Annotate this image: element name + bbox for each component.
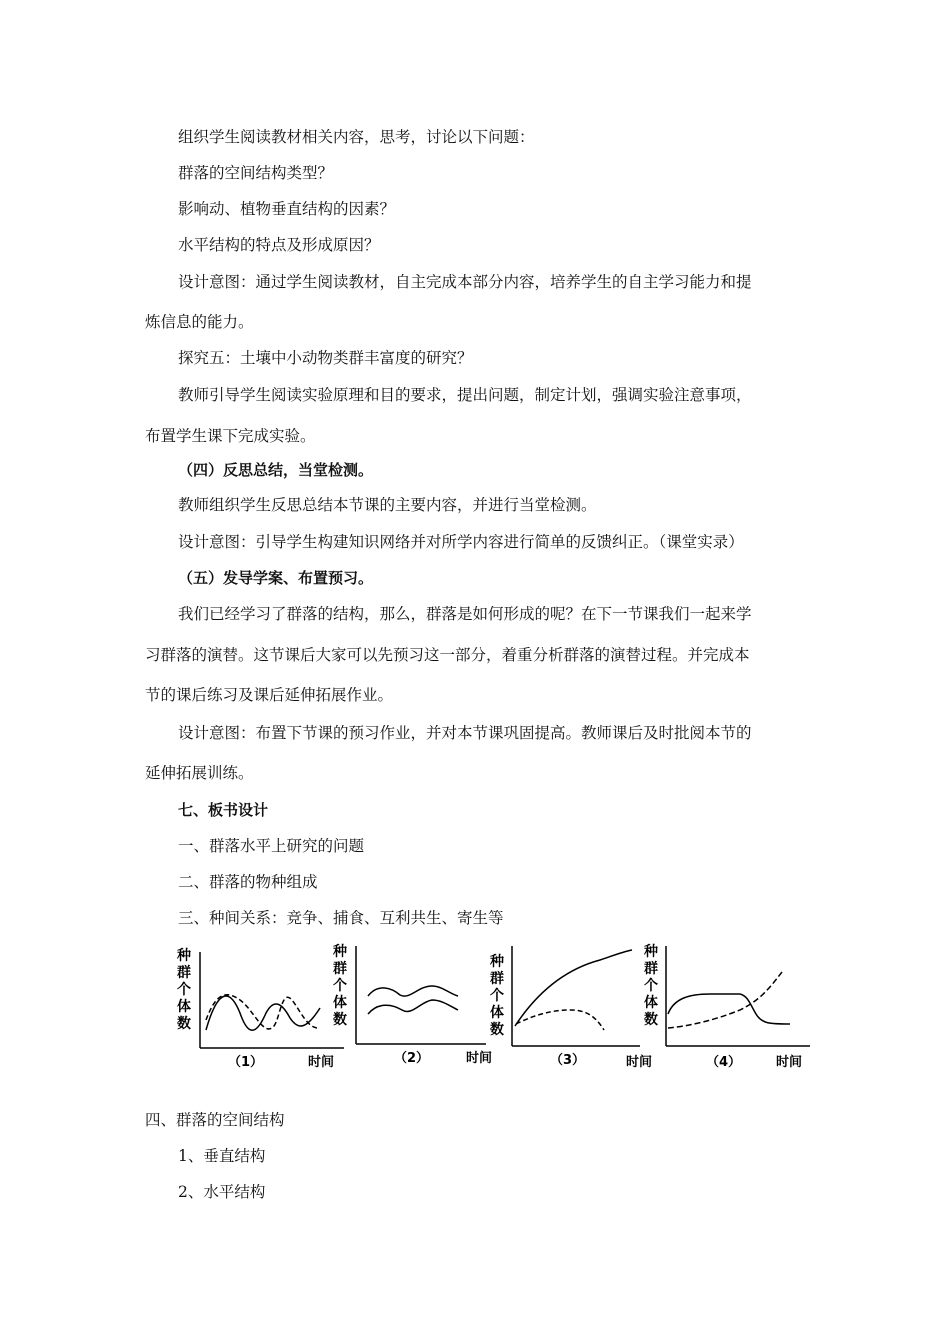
paragraph-15: 习群落的演替。这节课后大家可以先预习这一部分，着重分析群落的演替过程。并完成本 (145, 646, 750, 664)
panel-2-ylabel-1: 群 (333, 961, 347, 977)
panel-4-solid-curve (668, 994, 790, 1024)
paragraph-16: 节的课后练习及课后延伸拓展作业。 (145, 686, 394, 704)
panel-1-ylabel-4: 数 (177, 1016, 191, 1032)
panel-4-ylabel-3: 体 (644, 995, 658, 1011)
panel-3-caption: （3） (550, 1053, 586, 1068)
paragraph-11: 教师组织学生反思总结本节课的主要内容，并进行当堂检测。 (178, 496, 597, 514)
paragraph-7: 探究五：土壤中小动物类群丰富度的研究？ (178, 349, 473, 367)
panel-1 (176, 947, 344, 1070)
panel-1-ylabel-1: 群 (177, 965, 191, 981)
paragraph-2: 群落的空间结构类型？ (178, 164, 334, 182)
panel-2-ylabel-0: 种 (333, 944, 347, 960)
panel-3-ylabel-1: 群 (490, 971, 504, 987)
paragraph-18: 延伸拓展训练。 (145, 764, 254, 782)
paragraph-4: 水平结构的特点及形成原因？ (178, 236, 380, 254)
panel-1-ylabel-3: 体 (177, 999, 191, 1015)
paragraph-8: 教师引导学生阅读实验原理和目的要求，提出问题，制定计划，强调实验注意事项， (178, 386, 752, 404)
spatial-item-vertical: 1、垂直结构 (178, 1147, 266, 1165)
paragraph-1: 组织学生阅读教材相关内容，思考，讨论以下问题： (178, 128, 535, 146)
paragraph-3: 影响动、植物垂直结构的因素？ (178, 200, 396, 218)
panel-3-ylabel-2: 个 (490, 988, 504, 1004)
panel-2-ylabel-2: 个 (333, 978, 347, 994)
panel-4-ylabel-4: 数 (644, 1012, 658, 1028)
panel-4-ylabel-1: 群 (644, 961, 658, 977)
panel-3-solid-curve (515, 950, 632, 1026)
panel-4-ylabel-2: 个 (644, 978, 658, 994)
panel-1-xlabel: 时间 (308, 1055, 335, 1070)
paragraph-9: 布置学生课下完成实验。 (145, 427, 316, 445)
panel-2-ylabel-4: 数 (333, 1012, 347, 1028)
panel-1-caption: （1） (228, 1055, 264, 1070)
board-item-2: 二、群落的物种组成 (178, 873, 318, 891)
panel-4-caption: （4） (706, 1055, 742, 1070)
panel-1-dashed-curve (206, 995, 320, 1029)
section-heading-board: 七、板书设计 (178, 801, 269, 819)
paragraph-5: 设计意图：通过学生阅读教材，自主完成本部分内容，培养学生的自主学习能力和提 (178, 273, 752, 291)
panel-2 (332, 943, 492, 1066)
board-item-3: 三、种间关系：竞争、捕食、互利共生、寄生等 (178, 909, 504, 927)
section-heading-reflect: （四）反思总结，当堂检测。 (178, 461, 374, 479)
panel-3-ylabel-3: 体 (490, 1005, 504, 1021)
population-graphs-figure (170, 938, 820, 1074)
paragraph-12: 设计意图：引导学生构建知识网络并对所学内容进行简单的反馈纠正。（课堂实录） (178, 533, 744, 551)
panel-2-solid-curve (368, 986, 458, 996)
paragraph-14: 我们已经学习了群落的结构，那么，群落是如何形成的呢？在下一节课我们一起来学 (178, 605, 752, 623)
panel-1-ylabel-0: 种 (177, 948, 191, 964)
paragraph-6: 炼信息的能力。 (145, 313, 254, 331)
paragraph-17: 设计意图：布置下节课的预习作业，并对本节课巩固提高。教师课后及时批阅本节的 (178, 724, 752, 742)
panel-4 (643, 943, 810, 1070)
panel-2-caption: （2） (394, 1051, 430, 1066)
panel-3-dashed-curve (516, 1010, 604, 1030)
panel-4-ylabel-0: 种 (644, 944, 658, 960)
panel-4-xlabel: 时间 (776, 1055, 803, 1070)
panel-3 (489, 946, 652, 1070)
panel-2-dashed-curve (368, 1000, 458, 1014)
panel-1-ylabel-2: 个 (177, 982, 191, 998)
panel-4-dashed-curve (668, 972, 782, 1028)
panel-3-ylabel-0: 种 (490, 954, 504, 970)
section-spatial-structure: 四、群落的空间结构 (145, 1111, 285, 1129)
section-heading-preview: （五）发导学案、布置预习。 (178, 569, 374, 587)
panel-3-ylabel-4: 数 (490, 1022, 504, 1038)
panel-2-xlabel: 时间 (466, 1051, 493, 1066)
panel-2-ylabel-3: 体 (333, 995, 347, 1011)
spatial-item-horizontal: 2、水平结构 (178, 1183, 266, 1201)
panel-3-xlabel: 时间 (626, 1055, 653, 1070)
board-item-1: 一、群落水平上研究的问题 (178, 837, 365, 855)
